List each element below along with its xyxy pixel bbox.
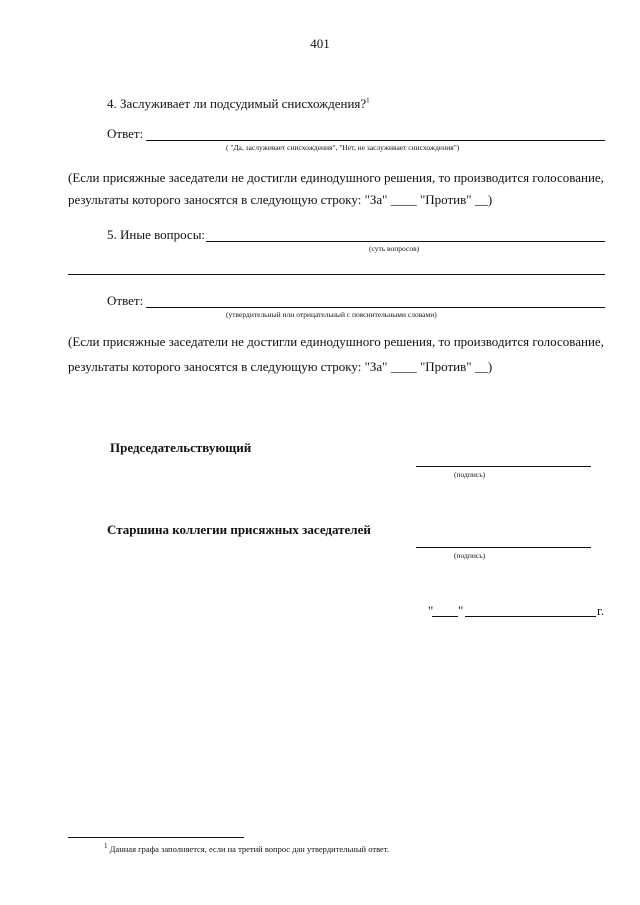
footnote-mark: 1	[104, 842, 108, 850]
q4-answer-hint: ( "Да, заслуживает снисхождения", "Нет, не заслуживает снисхождения")	[226, 143, 460, 152]
foreman-signature-line[interactable]	[416, 547, 591, 548]
q5-vote-line-2: результаты которого заносятся в следующую строку: "За" ____ "Против" __)	[68, 359, 493, 374]
q4-answer-line[interactable]	[146, 140, 605, 141]
question-4-text: 4. Заслуживает ли подсудимый снисхождения?	[107, 96, 367, 111]
q5-answer-line[interactable]	[146, 307, 605, 308]
date-month-year-line[interactable]	[465, 616, 596, 617]
q5-vote-line-1: (Если присяжные заседатели не достигли единодушного решения, то производится голосование,	[68, 334, 604, 349]
q5-answer-hint: (утвердительный или отрицательный с пояснительными словами)	[226, 310, 437, 319]
date-year-suffix: г.	[597, 603, 605, 618]
question-4	[107, 96, 370, 112]
chairman-label: Председательствующий	[110, 440, 252, 455]
q5-question-hint: (суть вопросов)	[369, 244, 420, 253]
page-number: 401	[310, 36, 330, 51]
footnote-text: Данная графа заполняется, если на третий вопрос дан утвердительный ответ.	[109, 843, 390, 854]
date-field	[428, 603, 608, 621]
date-close-quote: "	[458, 603, 464, 618]
q5-question-line-2[interactable]	[68, 274, 605, 275]
date-day-line[interactable]	[432, 616, 458, 617]
footnote	[104, 842, 389, 854]
question-5-text: 5. Иные вопросы:	[107, 227, 206, 242]
q4-answer-label: Ответ:	[107, 126, 144, 141]
q4-vote-line-2: результаты которого заносятся в следующую строку: "За" ____ "Против" __)	[68, 192, 493, 207]
q5-question-line[interactable]	[206, 241, 605, 242]
foreman-sign-hint: (подпись)	[454, 551, 486, 560]
chairman-signature-line[interactable]	[416, 466, 591, 467]
chairman-sign-hint: (подпись)	[454, 470, 486, 479]
footnote-separator	[68, 837, 244, 838]
q5-answer-label: Ответ:	[107, 293, 144, 308]
foreman-label: Старшина коллегии присяжных заседателей	[107, 522, 371, 537]
q4-vote-line-1: (Если присяжные заседатели не достигли единодушного решения, то производится голосование,	[68, 170, 604, 185]
date-open-quote: "	[428, 603, 434, 618]
footnote-ref: 1	[366, 96, 370, 105]
